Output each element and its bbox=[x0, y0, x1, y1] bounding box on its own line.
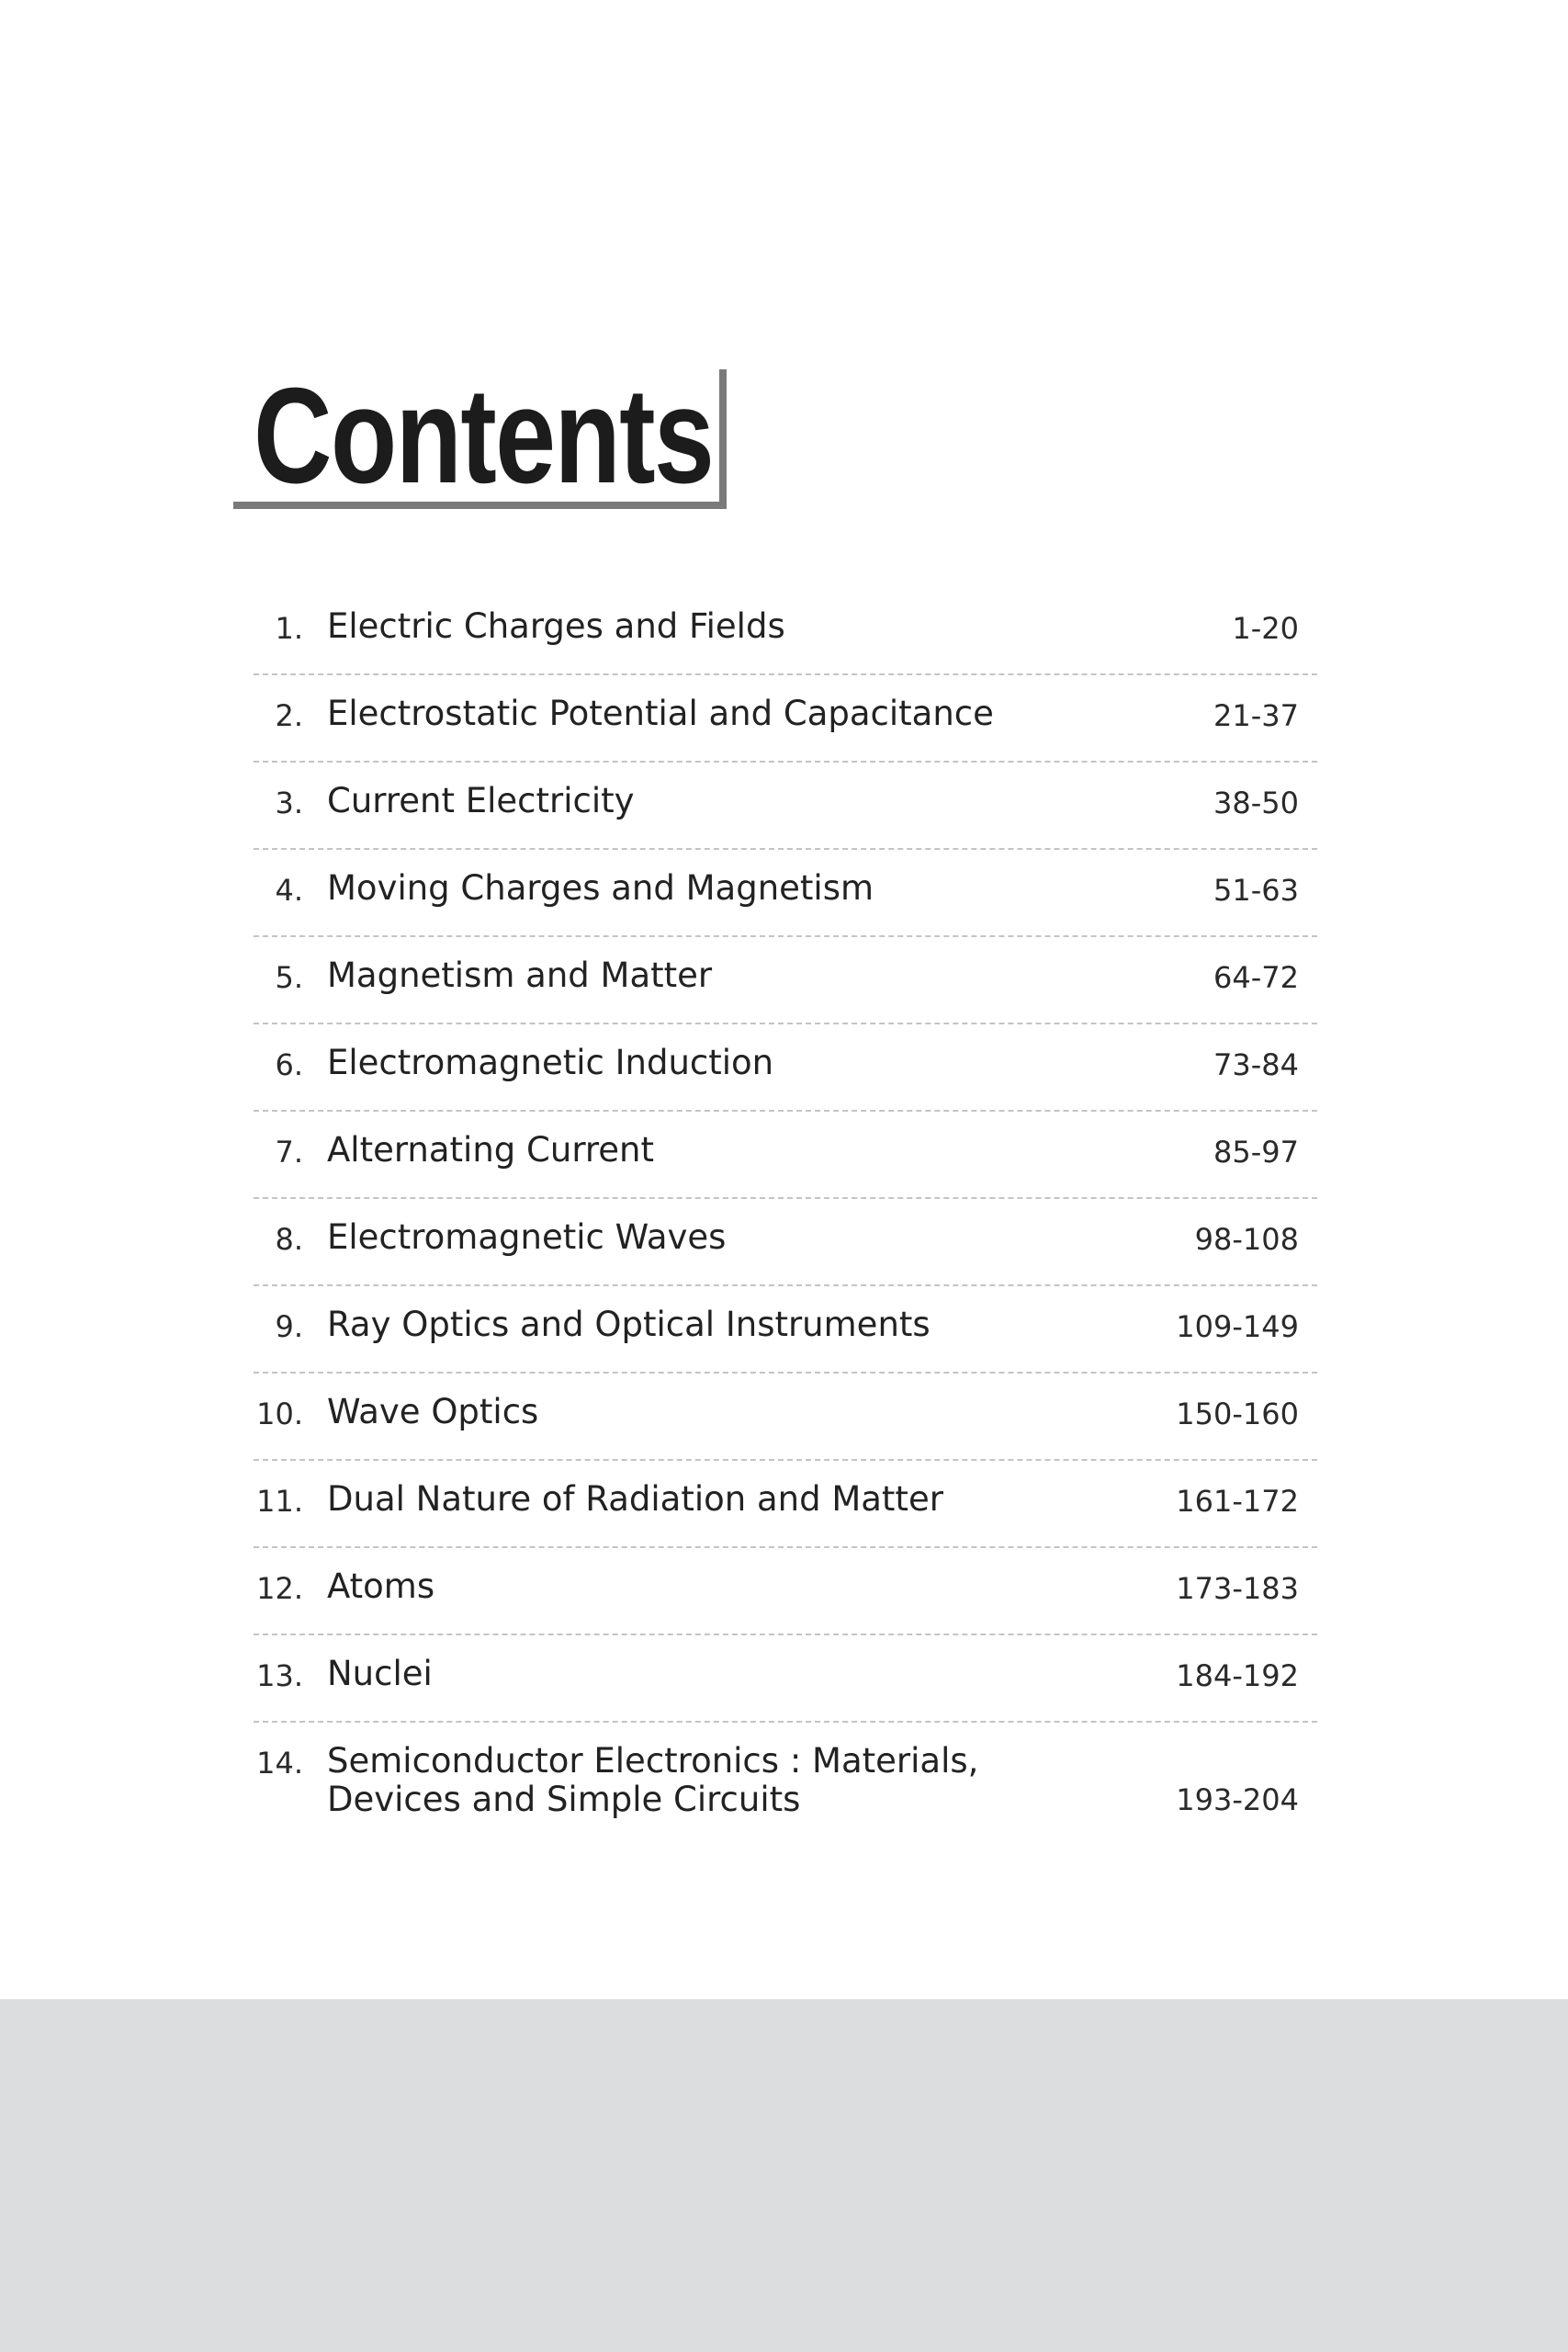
toc-entry[interactable] bbox=[254, 1548, 1317, 1635]
chapter-number: 1. bbox=[275, 611, 303, 646]
chapter-number: 5. bbox=[275, 960, 303, 995]
page-background-footer bbox=[0, 1999, 1568, 2352]
page-range: 184-192 bbox=[1176, 1658, 1299, 1693]
toc-entry[interactable] bbox=[254, 850, 1317, 937]
toc-entry[interactable] bbox=[254, 588, 1317, 675]
page-range: 21-37 bbox=[1213, 698, 1299, 733]
chapter-title: Semiconductor Electronics : Materials, Devices and Simple Circuits bbox=[327, 1741, 979, 1819]
toc-entry[interactable] bbox=[254, 1723, 1317, 1842]
page-range: 64-72 bbox=[1213, 960, 1299, 995]
chapter-number: 2. bbox=[275, 698, 303, 733]
chapter-title: Atoms bbox=[327, 1566, 435, 1606]
chapter-title: Dual Nature of Radiation and Matter bbox=[327, 1479, 943, 1519]
toc-entry[interactable] bbox=[254, 1461, 1317, 1548]
chapter-title: Ray Optics and Optical Instruments bbox=[327, 1305, 931, 1344]
toc-entry[interactable] bbox=[254, 1199, 1317, 1286]
page-range: 98-108 bbox=[1194, 1222, 1299, 1257]
page-range: 85-97 bbox=[1213, 1135, 1299, 1170]
page-range: 38-50 bbox=[1213, 786, 1299, 820]
toc-entry[interactable] bbox=[254, 675, 1317, 763]
chapter-number: 10. bbox=[256, 1396, 303, 1431]
page-range: 173-183 bbox=[1176, 1571, 1299, 1606]
page-range: 193-204 bbox=[1176, 1782, 1299, 1817]
chapter-title: Wave Optics bbox=[327, 1392, 539, 1431]
page-range: 73-84 bbox=[1213, 1047, 1299, 1082]
chapter-title: Moving Charges and Magnetism bbox=[327, 868, 874, 908]
page-range: 109-149 bbox=[1176, 1309, 1299, 1344]
chapter-number: 3. bbox=[275, 786, 303, 820]
heading-frame bbox=[233, 360, 727, 512]
chapter-title: Electric Charges and Fields bbox=[327, 606, 785, 646]
chapter-number: 6. bbox=[275, 1047, 303, 1082]
toc-entry[interactable] bbox=[254, 937, 1317, 1024]
chapter-title: Electrostatic Potential and Capacitance bbox=[327, 694, 994, 733]
page-range: 51-63 bbox=[1213, 873, 1299, 908]
chapter-number: 13. bbox=[256, 1658, 303, 1693]
chapter-number: 8. bbox=[275, 1222, 303, 1257]
chapter-title: Magnetism and Matter bbox=[327, 956, 713, 995]
chapter-title: Current Electricity bbox=[327, 781, 635, 820]
chapter-number: 4. bbox=[275, 873, 303, 908]
toc-entry[interactable] bbox=[254, 763, 1317, 850]
chapter-number: 7. bbox=[275, 1135, 303, 1170]
chapter-title: Nuclei bbox=[327, 1654, 433, 1693]
page-range: 150-160 bbox=[1176, 1396, 1299, 1431]
page-title: Contents bbox=[254, 360, 714, 512]
page-range: 161-172 bbox=[1176, 1484, 1299, 1519]
toc-entry[interactable] bbox=[254, 1286, 1317, 1374]
chapter-number: 9. bbox=[275, 1309, 303, 1344]
page-range: 1-20 bbox=[1232, 611, 1299, 646]
chapter-number: 12. bbox=[256, 1571, 303, 1606]
toc-entry[interactable] bbox=[254, 1024, 1317, 1112]
table-of-contents bbox=[254, 588, 1317, 1842]
toc-entry[interactable] bbox=[254, 1635, 1317, 1723]
chapter-title: Electromagnetic Waves bbox=[327, 1217, 727, 1257]
toc-entry[interactable] bbox=[254, 1112, 1317, 1199]
chapter-title: Alternating Current bbox=[327, 1130, 654, 1170]
chapter-title: Electromagnetic Induction bbox=[327, 1043, 774, 1082]
chapter-number: 14. bbox=[256, 1746, 303, 1781]
toc-entry[interactable] bbox=[254, 1374, 1317, 1461]
chapter-number: 11. bbox=[256, 1484, 303, 1519]
